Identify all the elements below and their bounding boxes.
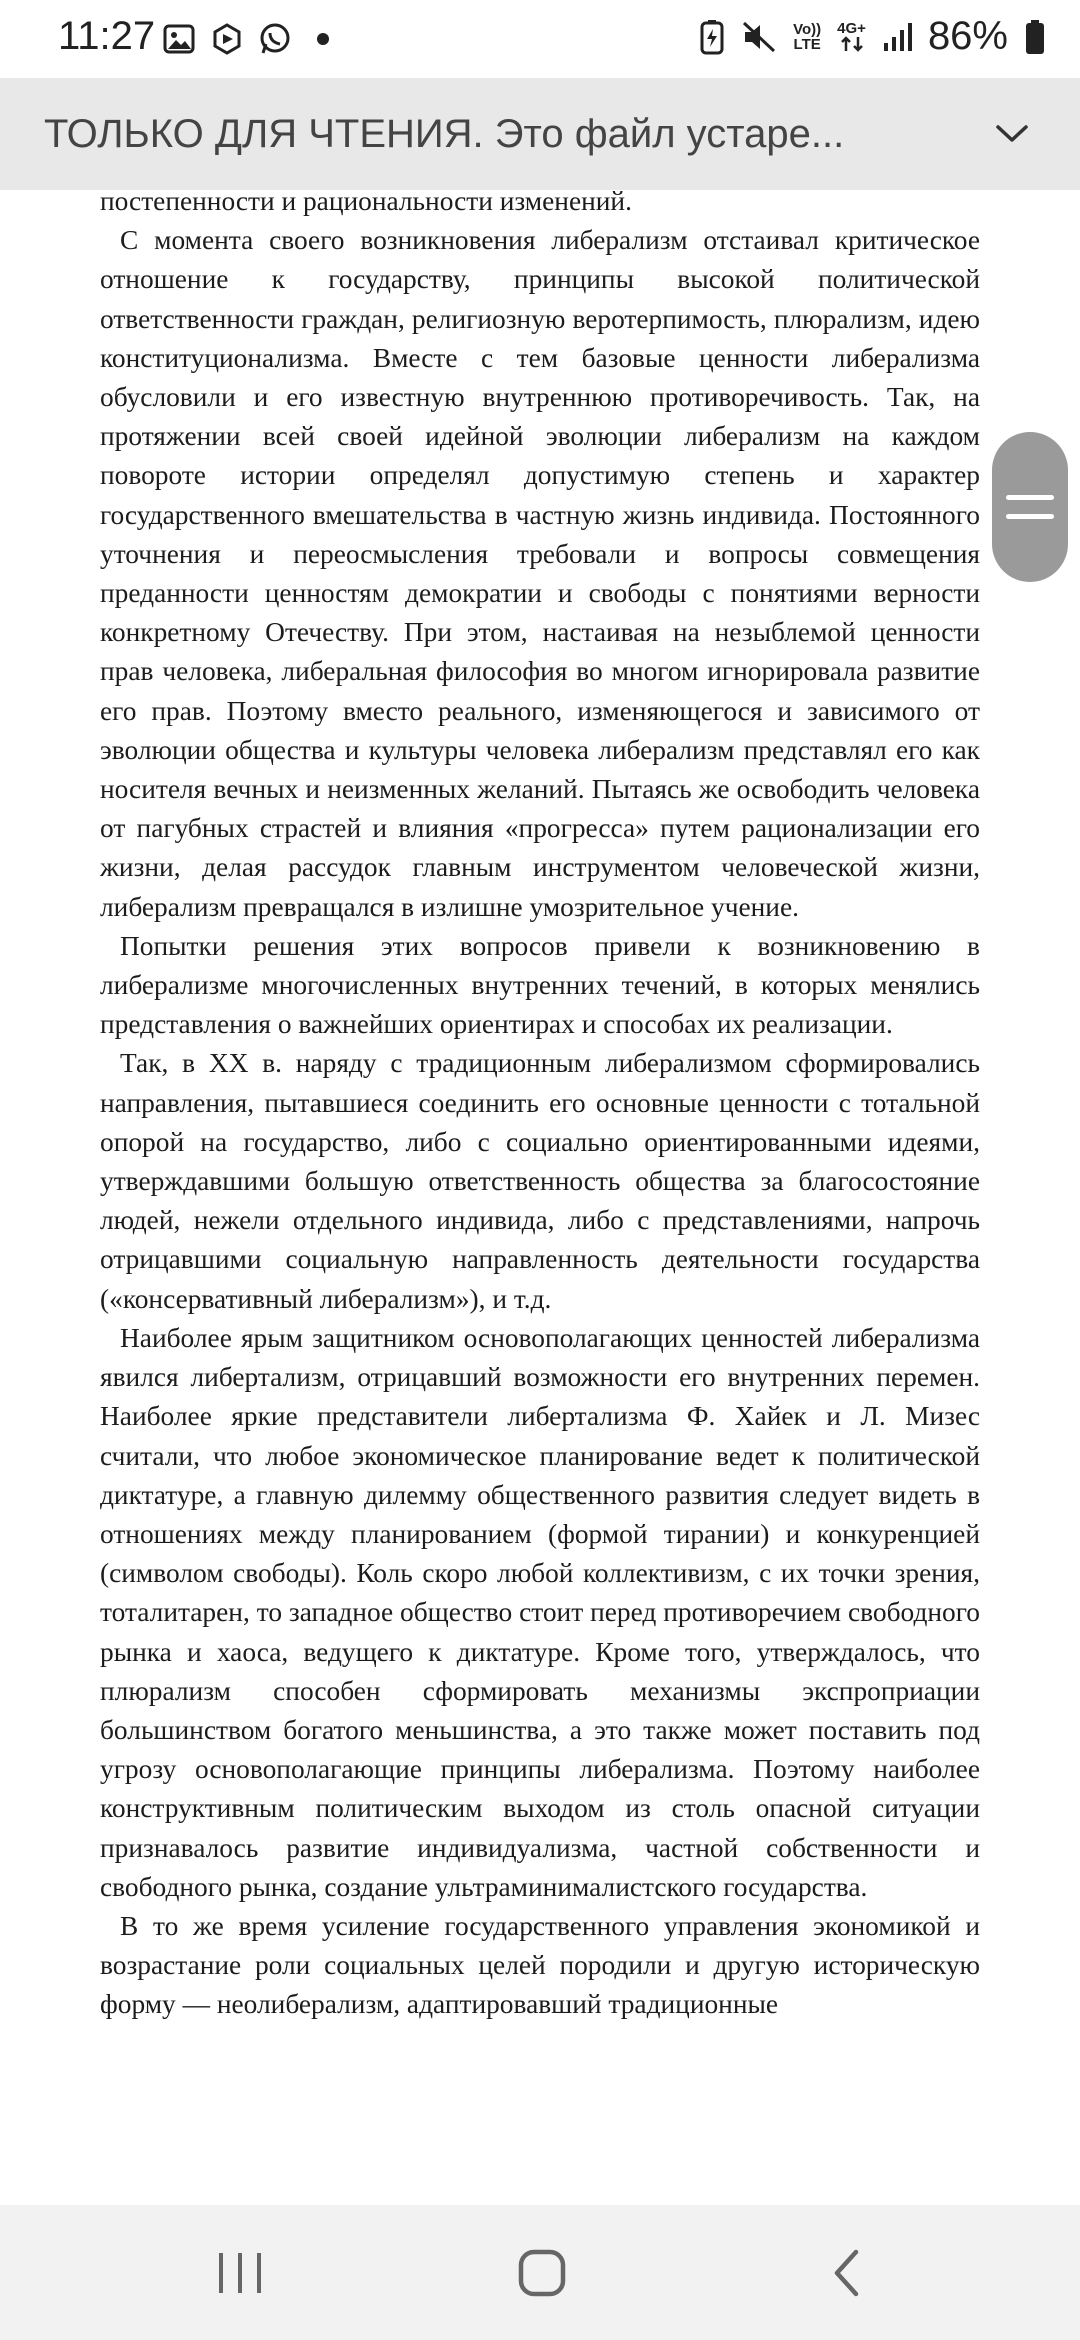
volte-icon bbox=[793, 22, 821, 52]
navigation-bar bbox=[0, 2205, 1080, 2340]
network-type-label: 4G+ bbox=[837, 20, 866, 37]
network-4g-icon bbox=[837, 21, 866, 52]
back-icon[interactable] bbox=[816, 2245, 876, 2301]
hexagon-app-icon bbox=[210, 22, 244, 56]
paragraph-3: Попытки решения этих вопросов привели к возникновению в либерализме многочисленных внутренних течений, в которых менялись представления о важнейших ориентирах и способах их реализации. bbox=[100, 930, 980, 1040]
status-time: 11:27 bbox=[58, 14, 156, 58]
paragraph-4: Так, в XX в. наряду с традиционным либерализмом сформировались направления, пытавшиеся соединить его основные ценности с тотальной опорой на государство, либо с социально ориентированными идеями, утверждавшими большую ответственность общества за благосостояние людей, нежели отдельного индивида, либо с представлениями, напрочь отрицавшими социальную направленность деятельности государства («консервативный либерализм»), и т.д. bbox=[100, 1048, 980, 1314]
scroll-handle-grip-bottom bbox=[1006, 514, 1054, 519]
battery-percent: 86% bbox=[927, 14, 1008, 58]
volte-top-label: Vo)) bbox=[793, 20, 822, 38]
readonly-banner-text: ТОЛЬКО ДЛЯ ЧТЕНИЯ. Это файл устаре... bbox=[44, 111, 845, 156]
paragraph-2: С момента своего возникновения либерализм отстаивал критическое отношение к государству, принципы высокой политической ответственности граждан, религиозную веротерпимость, плюрализм, идею конституционализма. Вместе с тем базовые ценности либерализма обусловили и его известную внутреннюю противоречивость. Так, на протяжении всей своей идейной эволюции либерализм на каждом повороте истории определял допустимую степень и характер государственного вмешательства в частную жизнь индивида. Постоянного уточнения и переосмысления требовали и вопросы совмещения преданности ценностям демократии и свободы с понятиями верности конкретному Отечеству. При этом, настаивая на незыблемой ценности прав человека, либеральная философия во многом игнорировала развитие его прав. Поэтому вместо реального, изменяющегося и зависимого от эволюции общества и культуры человека либерализм представлял его как носителя вечных и неизменных желаний. Пытаясь же освободить человека от пагубных страстей и влияния «прогресса» путем рационализации его жизни, делая рассудок главным инструментом человеческой жизни, либерализм превращался в излишне умозрительное учение. bbox=[100, 225, 980, 922]
paragraph-6: В то же время усиление государственного управления экономикой и возрастание роли социальных целей породили и другую историческую форму — неолиберализм, адаптировавший традиционные bbox=[100, 1910, 980, 2020]
volte-bottom-label: LTE bbox=[793, 35, 821, 53]
readonly-banner[interactable] bbox=[0, 78, 1080, 190]
dot-icon bbox=[306, 22, 340, 56]
home-icon[interactable] bbox=[512, 2245, 572, 2301]
status-bar bbox=[0, 0, 1080, 78]
battery-icon bbox=[1024, 19, 1046, 55]
recents-icon[interactable] bbox=[210, 2245, 270, 2301]
battery-saver-icon bbox=[699, 19, 725, 55]
system-status-icons bbox=[699, 14, 1046, 59]
document-body bbox=[100, 190, 980, 2025]
whatsapp-icon bbox=[258, 22, 292, 56]
paragraph-5: Наиболее ярым защитником основополагающих ценностей либерализма явился либертализм, отрицавший возможности его внутренних перемен. Наиболее яркие представители либертализма Ф. Хайек и Л. Мизес считали, что любое экономическое планирование ведет к политической диктатуре, а главную дилемму общественного развития следует видеть в отношениях между планированием (формой тирании) и конкуренцией (символом свободы). Коль скоро любой коллективизм, с их точки зрения, тоталитарен, то западное общество стоит перед противоречием свободного рынка и хаоса, ведущего к диктатуре. Кроме того, утверждалось, что плюрализм способен сформировать механизмы экспроприации большинством богатого меньшинства, а это также может поставить под угрозу основополагающие принципы либерализма. Поэтому наиболее конструктивным политическим выходом из столь опасной ситуации признавалось развитие индивидуализма, частной собственности и свободного рынка, создание ультраминималистского государства. bbox=[100, 1322, 980, 1902]
document-view[interactable] bbox=[0, 190, 1080, 2205]
mute-icon bbox=[741, 20, 777, 54]
chevron-down-icon[interactable] bbox=[992, 114, 1032, 154]
scroll-handle-grip-top bbox=[1006, 495, 1054, 500]
paragraph-1: постепенности и рациональности изменений. bbox=[100, 190, 632, 216]
signal-icon bbox=[882, 21, 912, 53]
scroll-handle[interactable] bbox=[992, 432, 1068, 582]
gallery-icon bbox=[162, 22, 196, 56]
notification-icons bbox=[162, 22, 340, 56]
